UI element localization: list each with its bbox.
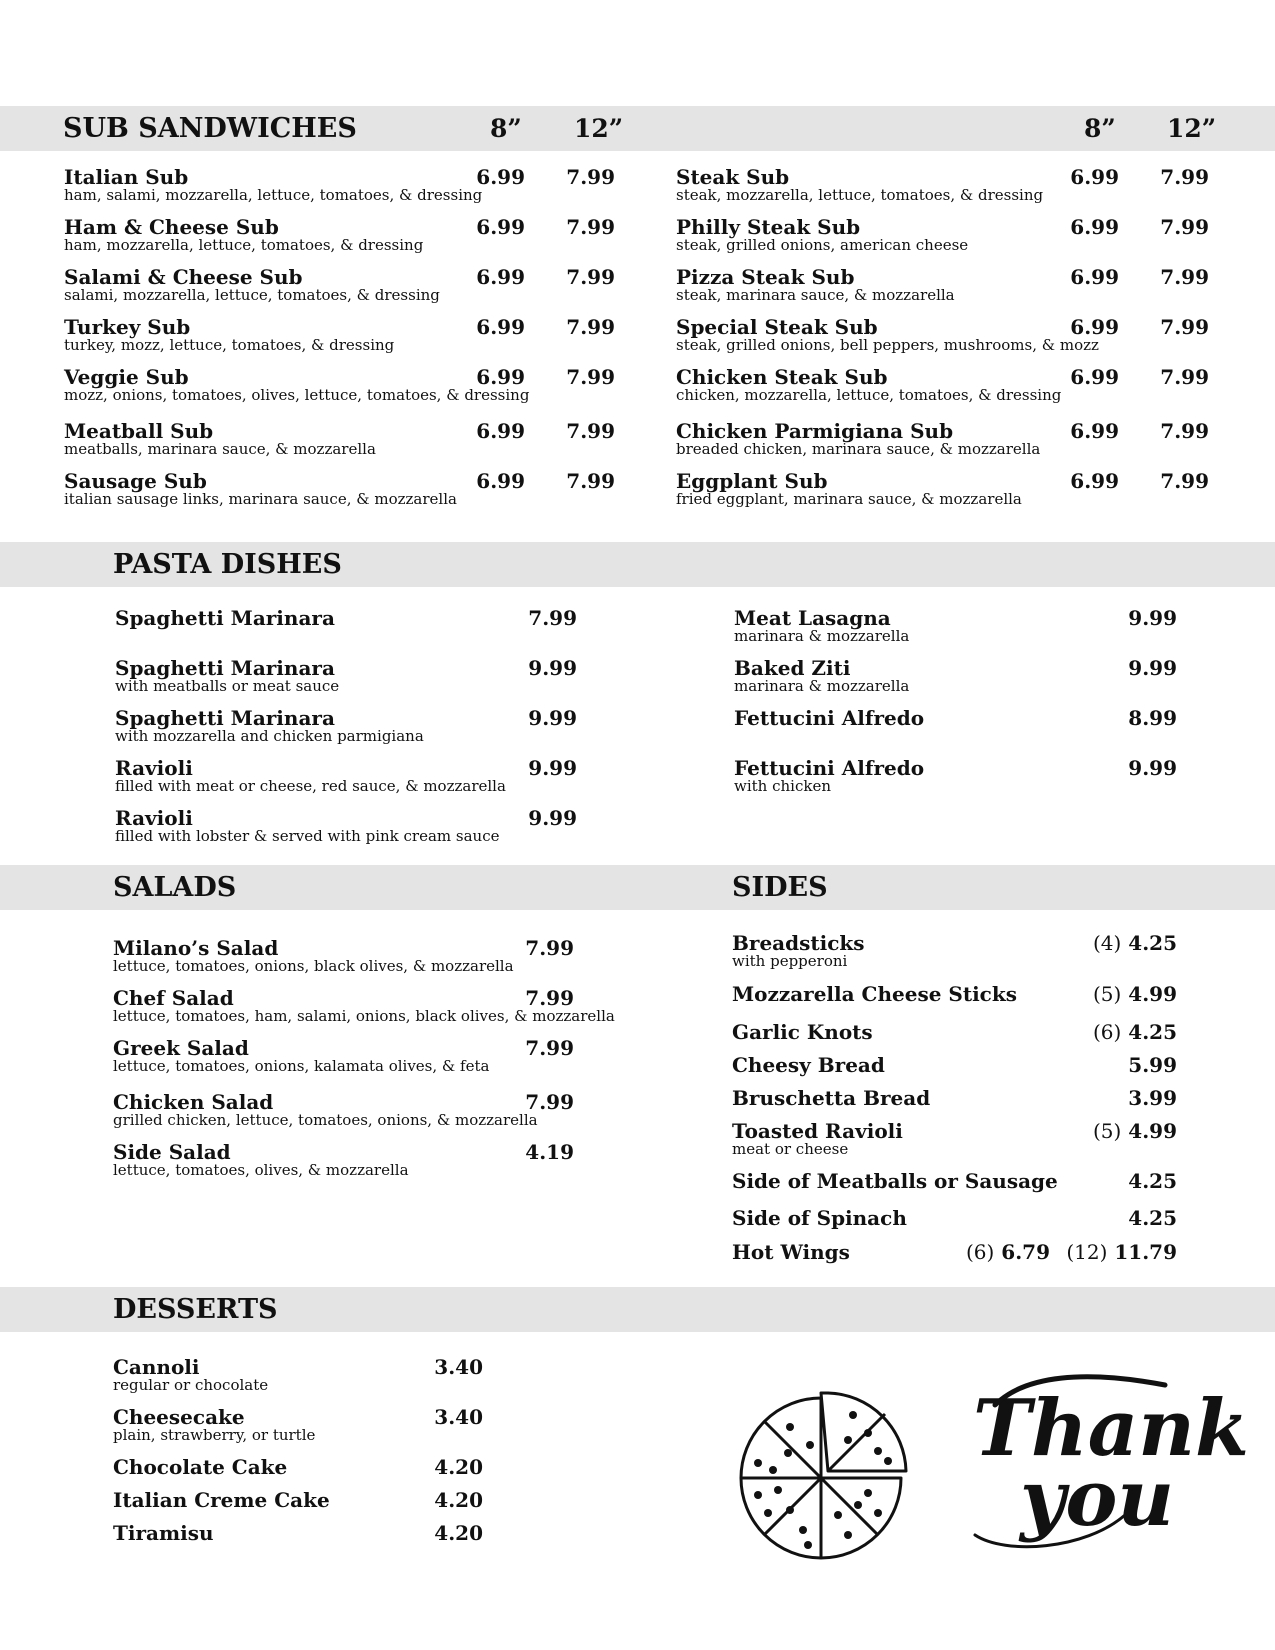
- menu-item: [676, 216, 968, 254]
- item-name: Turkey Sub: [64, 315, 191, 339]
- menu-item-hot-wings: [732, 1241, 850, 1263]
- price-8-inch: 6.99: [1070, 215, 1119, 239]
- item-price-value: 4.25: [1128, 1169, 1177, 1193]
- item-price: [1017, 932, 1177, 954]
- item-name: Sausage Sub: [64, 469, 207, 493]
- price-8-inch: 6.99: [1070, 265, 1119, 289]
- item-name: Garlic Knots: [732, 1020, 873, 1044]
- hot-wings-value-6: 6.79: [1001, 1240, 1050, 1264]
- item-name: Chicken Parmigiana Sub: [676, 419, 954, 443]
- menu-item: [732, 1054, 885, 1076]
- price-8-inch: 6.99: [476, 419, 525, 443]
- item-price: [1017, 1120, 1177, 1142]
- item-description: with chicken: [734, 777, 831, 795]
- item-name: Cheesecake: [113, 1405, 245, 1429]
- item-description: steak, marinara sauce, & mozzarella: [676, 286, 955, 304]
- menu-item: [732, 1207, 907, 1229]
- item-description: steak, grilled onions, bell peppers, mushrooms, & mozz: [676, 336, 1099, 354]
- item-name: Chocolate Cake: [113, 1455, 288, 1479]
- item-price: 4.19: [525, 1140, 574, 1164]
- menu-item: [113, 1456, 287, 1478]
- item-price: 7.99: [525, 1036, 574, 1060]
- item-price: 9.99: [1128, 656, 1177, 680]
- item-name: Fettucini Alfredo: [734, 706, 925, 730]
- price-8-inch: 6.99: [476, 469, 525, 493]
- item-price: 4.20: [434, 1455, 483, 1479]
- item-name: Side of Meatballs or Sausage: [732, 1169, 1058, 1193]
- menu-item: [732, 983, 1017, 1005]
- item-count: (5): [1092, 1119, 1122, 1143]
- item-price-value: 4.99: [1128, 1119, 1177, 1143]
- item-description: ham, salami, mozzarella, lettuce, tomatoes, & dressing: [64, 186, 483, 204]
- item-description: chicken, mozzarella, lettuce, tomatoes, & dressing: [676, 386, 1062, 404]
- item-name: Milano’s Salad: [113, 936, 279, 960]
- price-12-inch: 7.99: [566, 265, 615, 289]
- item-description: turkey, mozz, lettuce, tomatoes, & dressing: [64, 336, 395, 354]
- pasta-title: PASTA DISHES: [113, 549, 342, 580]
- price-8-inch: 6.99: [476, 165, 525, 189]
- item-name: Bruschetta Bread: [732, 1086, 931, 1110]
- price-12-inch: 7.99: [1160, 315, 1209, 339]
- hot-wings-price-12: [1030, 1241, 1177, 1263]
- price-12-inch: 7.99: [566, 469, 615, 493]
- hot-wings-value-12: 11.79: [1114, 1240, 1177, 1264]
- item-description: meatballs, marinara sauce, & mozzarella: [64, 440, 376, 458]
- menu-item: [113, 1091, 538, 1129]
- price-12-inch: 7.99: [1160, 365, 1209, 389]
- menu-item: [732, 1170, 1058, 1192]
- item-description: plain, strawberry, or turtle: [113, 1426, 316, 1444]
- item-name: Greek Salad: [113, 1036, 249, 1060]
- item-description: lettuce, tomatoes, onions, kalamata olives, & feta: [113, 1057, 490, 1075]
- price-8-inch: 6.99: [1070, 315, 1119, 339]
- item-name: Italian Sub: [64, 165, 189, 189]
- item-name: Toasted Ravioli: [732, 1119, 903, 1143]
- item-name: Italian Creme Cake: [113, 1488, 330, 1512]
- item-name: Meatball Sub: [64, 419, 214, 443]
- menu-item: [732, 1087, 930, 1109]
- price-12-inch: 7.99: [566, 419, 615, 443]
- item-description: italian sausage links, marinara sauce, & mozzarella: [64, 490, 457, 508]
- menu-item: [676, 470, 1022, 508]
- hot-wings-count-12: (12): [1066, 1240, 1108, 1264]
- price-12-inch: 7.99: [566, 365, 615, 389]
- item-description: with mozzarella and chicken parmigiana: [115, 727, 424, 745]
- item-name: Hot Wings: [732, 1240, 850, 1264]
- item-price: 7.99: [525, 986, 574, 1010]
- item-price: 3.40: [434, 1355, 483, 1379]
- item-price-value: 4.25: [1128, 931, 1177, 955]
- menu-item: [113, 1406, 315, 1444]
- price-12-inch: 7.99: [1160, 165, 1209, 189]
- item-description: meat or cheese: [732, 1140, 849, 1158]
- price-8-inch: 6.99: [476, 265, 525, 289]
- hot-wings-count-6: (6): [965, 1240, 995, 1264]
- price-12-inch: 7.99: [566, 315, 615, 339]
- thank-you-line2: you: [1020, 1453, 1175, 1544]
- menu-item: [115, 757, 506, 795]
- menu-item: [115, 657, 339, 695]
- item-count: (6): [1092, 1020, 1122, 1044]
- item-price-value: 3.99: [1128, 1086, 1177, 1110]
- item-price: 4.20: [434, 1488, 483, 1512]
- price-12-inch: 7.99: [1160, 419, 1209, 443]
- item-name: Cannoli: [113, 1355, 200, 1379]
- item-description: steak, mozzarella, lettuce, tomatoes, & dressing: [676, 186, 1044, 204]
- item-name: Ravioli: [115, 756, 193, 780]
- item-name: Salami & Cheese Sub: [64, 265, 303, 289]
- item-description: salami, mozzarella, lettuce, tomatoes, & dressing: [64, 286, 440, 304]
- menu-item: [64, 166, 482, 204]
- item-description: lettuce, tomatoes, olives, & mozzarella: [113, 1161, 409, 1179]
- menu-item: [115, 707, 424, 745]
- item-description: with pepperoni: [732, 952, 848, 970]
- item-name: Fettucini Alfredo: [734, 756, 925, 780]
- item-name: Special Steak Sub: [676, 315, 878, 339]
- item-count: (4): [1092, 931, 1122, 955]
- item-description: lettuce, tomatoes, ham, salami, onions, black olives, & mozzarella: [113, 1007, 615, 1025]
- menu-item: [115, 807, 499, 845]
- item-description: lettuce, tomatoes, onions, black olives, & mozzarella: [113, 957, 514, 975]
- menu-item: [676, 366, 1061, 404]
- item-price: 8.99: [1128, 706, 1177, 730]
- item-name: Spaghetti Marinara: [115, 606, 335, 630]
- price-8-inch: 6.99: [1070, 165, 1119, 189]
- subs-title: SUB SANDWICHES: [63, 113, 357, 144]
- menu-item: [113, 1037, 489, 1075]
- item-price: 9.99: [1128, 606, 1177, 630]
- menu-item: [676, 420, 1040, 458]
- item-price: 7.99: [525, 936, 574, 960]
- item-price-value: 4.25: [1128, 1020, 1177, 1044]
- menu-item: [64, 266, 440, 304]
- menu-item: [734, 757, 924, 795]
- price-12-inch: 7.99: [1160, 215, 1209, 239]
- item-price: 9.99: [528, 656, 577, 680]
- item-description: marinara & mozzarella: [734, 627, 910, 645]
- item-name: Philly Steak Sub: [676, 215, 861, 239]
- item-name: Cheesy Bread: [732, 1053, 885, 1077]
- price-8-inch: 6.99: [476, 365, 525, 389]
- price-8-inch: 6.99: [476, 215, 525, 239]
- price-8-inch: 6.99: [1070, 469, 1119, 493]
- menu-item: [676, 166, 1043, 204]
- menu-item: [115, 607, 335, 629]
- price-8-inch: 6.99: [1070, 419, 1119, 443]
- item-description: regular or chocolate: [113, 1376, 269, 1394]
- subs-size-12-left: 12”: [574, 114, 624, 143]
- item-name: Meat Lasagna: [734, 606, 891, 630]
- item-price: 9.99: [528, 806, 577, 830]
- menu-item: [113, 1356, 268, 1394]
- price-12-inch: 7.99: [1160, 265, 1209, 289]
- menu-item: [734, 707, 924, 729]
- menu-item: [732, 1021, 873, 1043]
- item-name: Breadsticks: [732, 931, 865, 955]
- price-12-inch: 7.99: [566, 165, 615, 189]
- item-name: Chicken Salad: [113, 1090, 274, 1114]
- desserts-title: DESSERTS: [113, 1294, 278, 1325]
- item-price: 9.99: [1128, 756, 1177, 780]
- item-description: mozz, onions, tomatoes, olives, lettuce, tomatoes, & dressing: [64, 386, 530, 404]
- item-price: 3.40: [434, 1405, 483, 1429]
- item-name: Pizza Steak Sub: [676, 265, 855, 289]
- item-name: Veggie Sub: [64, 365, 189, 389]
- menu-item: [676, 266, 955, 304]
- item-price: [1017, 1207, 1177, 1229]
- menu-item: [64, 420, 376, 458]
- menu-item: [113, 937, 514, 975]
- item-name: Spaghetti Marinara: [115, 706, 335, 730]
- item-price: [1017, 1170, 1177, 1192]
- item-count: (5): [1092, 982, 1122, 1006]
- subs-size-8-right: 8”: [1084, 114, 1116, 143]
- thank-you-line1: Thank: [973, 1383, 1250, 1474]
- price-8-inch: 6.99: [1070, 365, 1119, 389]
- item-description: fried eggplant, marinara sauce, & mozzarella: [676, 490, 1022, 508]
- item-name: Steak Sub: [676, 165, 790, 189]
- item-name: Side of Spinach: [732, 1206, 907, 1230]
- item-description: breaded chicken, marinara sauce, & mozzarella: [676, 440, 1041, 458]
- item-price: 4.20: [434, 1521, 483, 1545]
- thank-you-script: [965, 1365, 1250, 1560]
- subs-size-12-right: 12”: [1167, 114, 1217, 143]
- item-description: filled with lobster & served with pink cream sauce: [115, 827, 500, 845]
- item-description: ham, mozzarella, lettuce, tomatoes, & dressing: [64, 236, 424, 254]
- menu-item: [64, 316, 394, 354]
- pizza-icon: [728, 1385, 914, 1571]
- subs-size-8-left: 8”: [490, 114, 522, 143]
- price-8-inch: 6.99: [476, 315, 525, 339]
- item-price: 7.99: [525, 1090, 574, 1114]
- item-description: marinara & mozzarella: [734, 677, 910, 695]
- item-name: Mozzarella Cheese Sticks: [732, 982, 1017, 1006]
- item-price-value: 5.99: [1128, 1053, 1177, 1077]
- item-name: Tiramisu: [113, 1521, 214, 1545]
- menu-item: [734, 657, 909, 695]
- item-price: 9.99: [528, 706, 577, 730]
- menu-item: [113, 1141, 409, 1179]
- price-12-inch: 7.99: [566, 215, 615, 239]
- item-name: Side Salad: [113, 1140, 231, 1164]
- item-price: [1017, 1054, 1177, 1076]
- hot-wings-price-6: [900, 1241, 1050, 1263]
- menu-item: [113, 1489, 330, 1511]
- item-description: grilled chicken, lettuce, tomatoes, onions, & mozzarella: [113, 1111, 538, 1129]
- item-price: [1017, 1021, 1177, 1043]
- item-name: Baked Ziti: [734, 656, 851, 680]
- item-price: [1017, 983, 1177, 1005]
- sides-title: SIDES: [732, 872, 828, 903]
- item-name: Eggplant Sub: [676, 469, 828, 493]
- salads-title: SALADS: [113, 872, 237, 903]
- item-name: Spaghetti Marinara: [115, 656, 335, 680]
- item-description: steak, grilled onions, american cheese: [676, 236, 969, 254]
- menu-item: [64, 216, 423, 254]
- item-name: Chef Salad: [113, 986, 234, 1010]
- item-name: Chicken Steak Sub: [676, 365, 888, 389]
- item-description: with meatballs or meat sauce: [115, 677, 340, 695]
- item-price: 7.99: [528, 606, 577, 630]
- menu-item: [732, 1120, 903, 1158]
- item-price: [1017, 1087, 1177, 1109]
- item-price-value: 4.99: [1128, 982, 1177, 1006]
- item-name: Ham & Cheese Sub: [64, 215, 279, 239]
- item-price: 9.99: [528, 756, 577, 780]
- item-price-value: 4.25: [1128, 1206, 1177, 1230]
- menu-item: [113, 1522, 214, 1544]
- price-12-inch: 7.99: [1160, 469, 1209, 493]
- menu-item: [64, 470, 457, 508]
- item-description: filled with meat or cheese, red sauce, & mozzarella: [115, 777, 506, 795]
- menu-item: [734, 607, 909, 645]
- menu-item: [676, 316, 1099, 354]
- menu-item: [732, 932, 865, 970]
- item-name: Ravioli: [115, 806, 193, 830]
